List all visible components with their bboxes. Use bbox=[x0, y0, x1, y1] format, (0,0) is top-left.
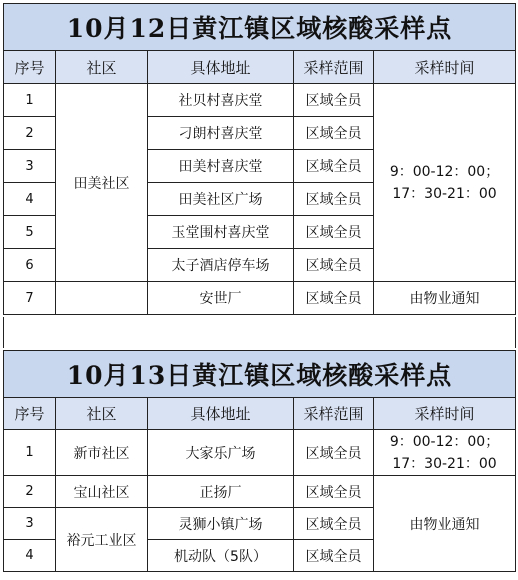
address-cell: 安世厂 bbox=[148, 282, 294, 315]
scope-cell: 区域全员 bbox=[294, 540, 374, 572]
oct12-table-block bbox=[3, 3, 515, 315]
time-evening: 17：30-21：00 bbox=[392, 185, 497, 202]
community-cell: 田美社区 bbox=[56, 84, 148, 282]
scope-cell: 区域全员 bbox=[294, 476, 374, 508]
row-number: 7 bbox=[4, 282, 56, 315]
address-cell: 机动队（5队） bbox=[148, 540, 294, 572]
sampling-time-cell: 由物业通知 bbox=[374, 282, 516, 315]
scope-cell: 区域全员 bbox=[294, 183, 374, 216]
scope-cell: 区域全员 bbox=[294, 282, 374, 315]
row-number: 6 bbox=[4, 249, 56, 282]
scope-cell: 区域全员 bbox=[294, 150, 374, 183]
scope-cell: 区域全员 bbox=[294, 117, 374, 150]
row-number: 3 bbox=[4, 508, 56, 540]
address-cell: 社贝村喜庆堂 bbox=[148, 84, 294, 117]
row-number: 3 bbox=[4, 150, 56, 183]
time-morning: 9：00-12：00； bbox=[389, 163, 500, 180]
scope-cell: 区域全员 bbox=[294, 216, 374, 249]
scope-cell: 区域全员 bbox=[294, 249, 374, 282]
community-cell: 新市社区 bbox=[56, 430, 148, 476]
header-time: 采样时间 bbox=[374, 398, 516, 430]
table-row bbox=[4, 282, 516, 315]
row-number: 1 bbox=[4, 84, 56, 117]
table-row bbox=[4, 430, 516, 476]
time-evening: 17：30-21：00 bbox=[392, 455, 497, 472]
header-time: 采样时间 bbox=[374, 51, 516, 84]
sampling-time-cell bbox=[374, 84, 516, 282]
address-cell: 刁朗村喜庆堂 bbox=[148, 117, 294, 150]
header-scope: 采样范围 bbox=[294, 398, 374, 430]
header-community: 社区 bbox=[56, 398, 148, 430]
oct12-table bbox=[3, 3, 516, 315]
table-row bbox=[4, 476, 516, 508]
header-community: 社区 bbox=[56, 51, 148, 84]
address-cell: 玉堂围村喜庆堂 bbox=[148, 216, 294, 249]
row-number: 4 bbox=[4, 183, 56, 216]
scope-cell: 区域全员 bbox=[294, 84, 374, 117]
header-address: 具体地址 bbox=[148, 398, 294, 430]
scope-cell: 区域全员 bbox=[294, 508, 374, 540]
community-cell: 裕元工业区 bbox=[56, 508, 148, 572]
table-row bbox=[4, 84, 516, 117]
oct13-table bbox=[3, 350, 516, 572]
oct13-title: 10月13日黄江镇区域核酸采样点 bbox=[4, 351, 516, 398]
address-cell: 正扬厂 bbox=[148, 476, 294, 508]
address-cell: 田美村喜庆堂 bbox=[148, 150, 294, 183]
row-number: 1 bbox=[4, 430, 56, 476]
address-cell: 田美社区广场 bbox=[148, 183, 294, 216]
oct13-table-block bbox=[3, 350, 515, 572]
header-address: 具体地址 bbox=[148, 51, 294, 84]
row-number: 5 bbox=[4, 216, 56, 249]
community-cell: 宝山社区 bbox=[56, 476, 148, 508]
time-morning: 9：00-12：00； bbox=[389, 433, 500, 450]
scope-cell: 区域全员 bbox=[294, 430, 374, 476]
address-cell: 灵狮小镇广场 bbox=[148, 508, 294, 540]
header-seq: 序号 bbox=[4, 51, 56, 84]
section-spacer bbox=[3, 317, 516, 348]
header-seq: 序号 bbox=[4, 398, 56, 430]
sampling-time-cell bbox=[374, 430, 516, 476]
oct12-title: 10月12日黄江镇区域核酸采样点 bbox=[4, 4, 516, 51]
community-cell-empty bbox=[56, 282, 148, 315]
address-cell: 大家乐广场 bbox=[148, 430, 294, 476]
sampling-time-cell: 由物业通知 bbox=[374, 476, 516, 572]
row-number: 4 bbox=[4, 540, 56, 572]
row-number: 2 bbox=[4, 476, 56, 508]
row-number: 2 bbox=[4, 117, 56, 150]
address-cell: 太子酒店停车场 bbox=[148, 249, 294, 282]
header-scope: 采样范围 bbox=[294, 51, 374, 84]
